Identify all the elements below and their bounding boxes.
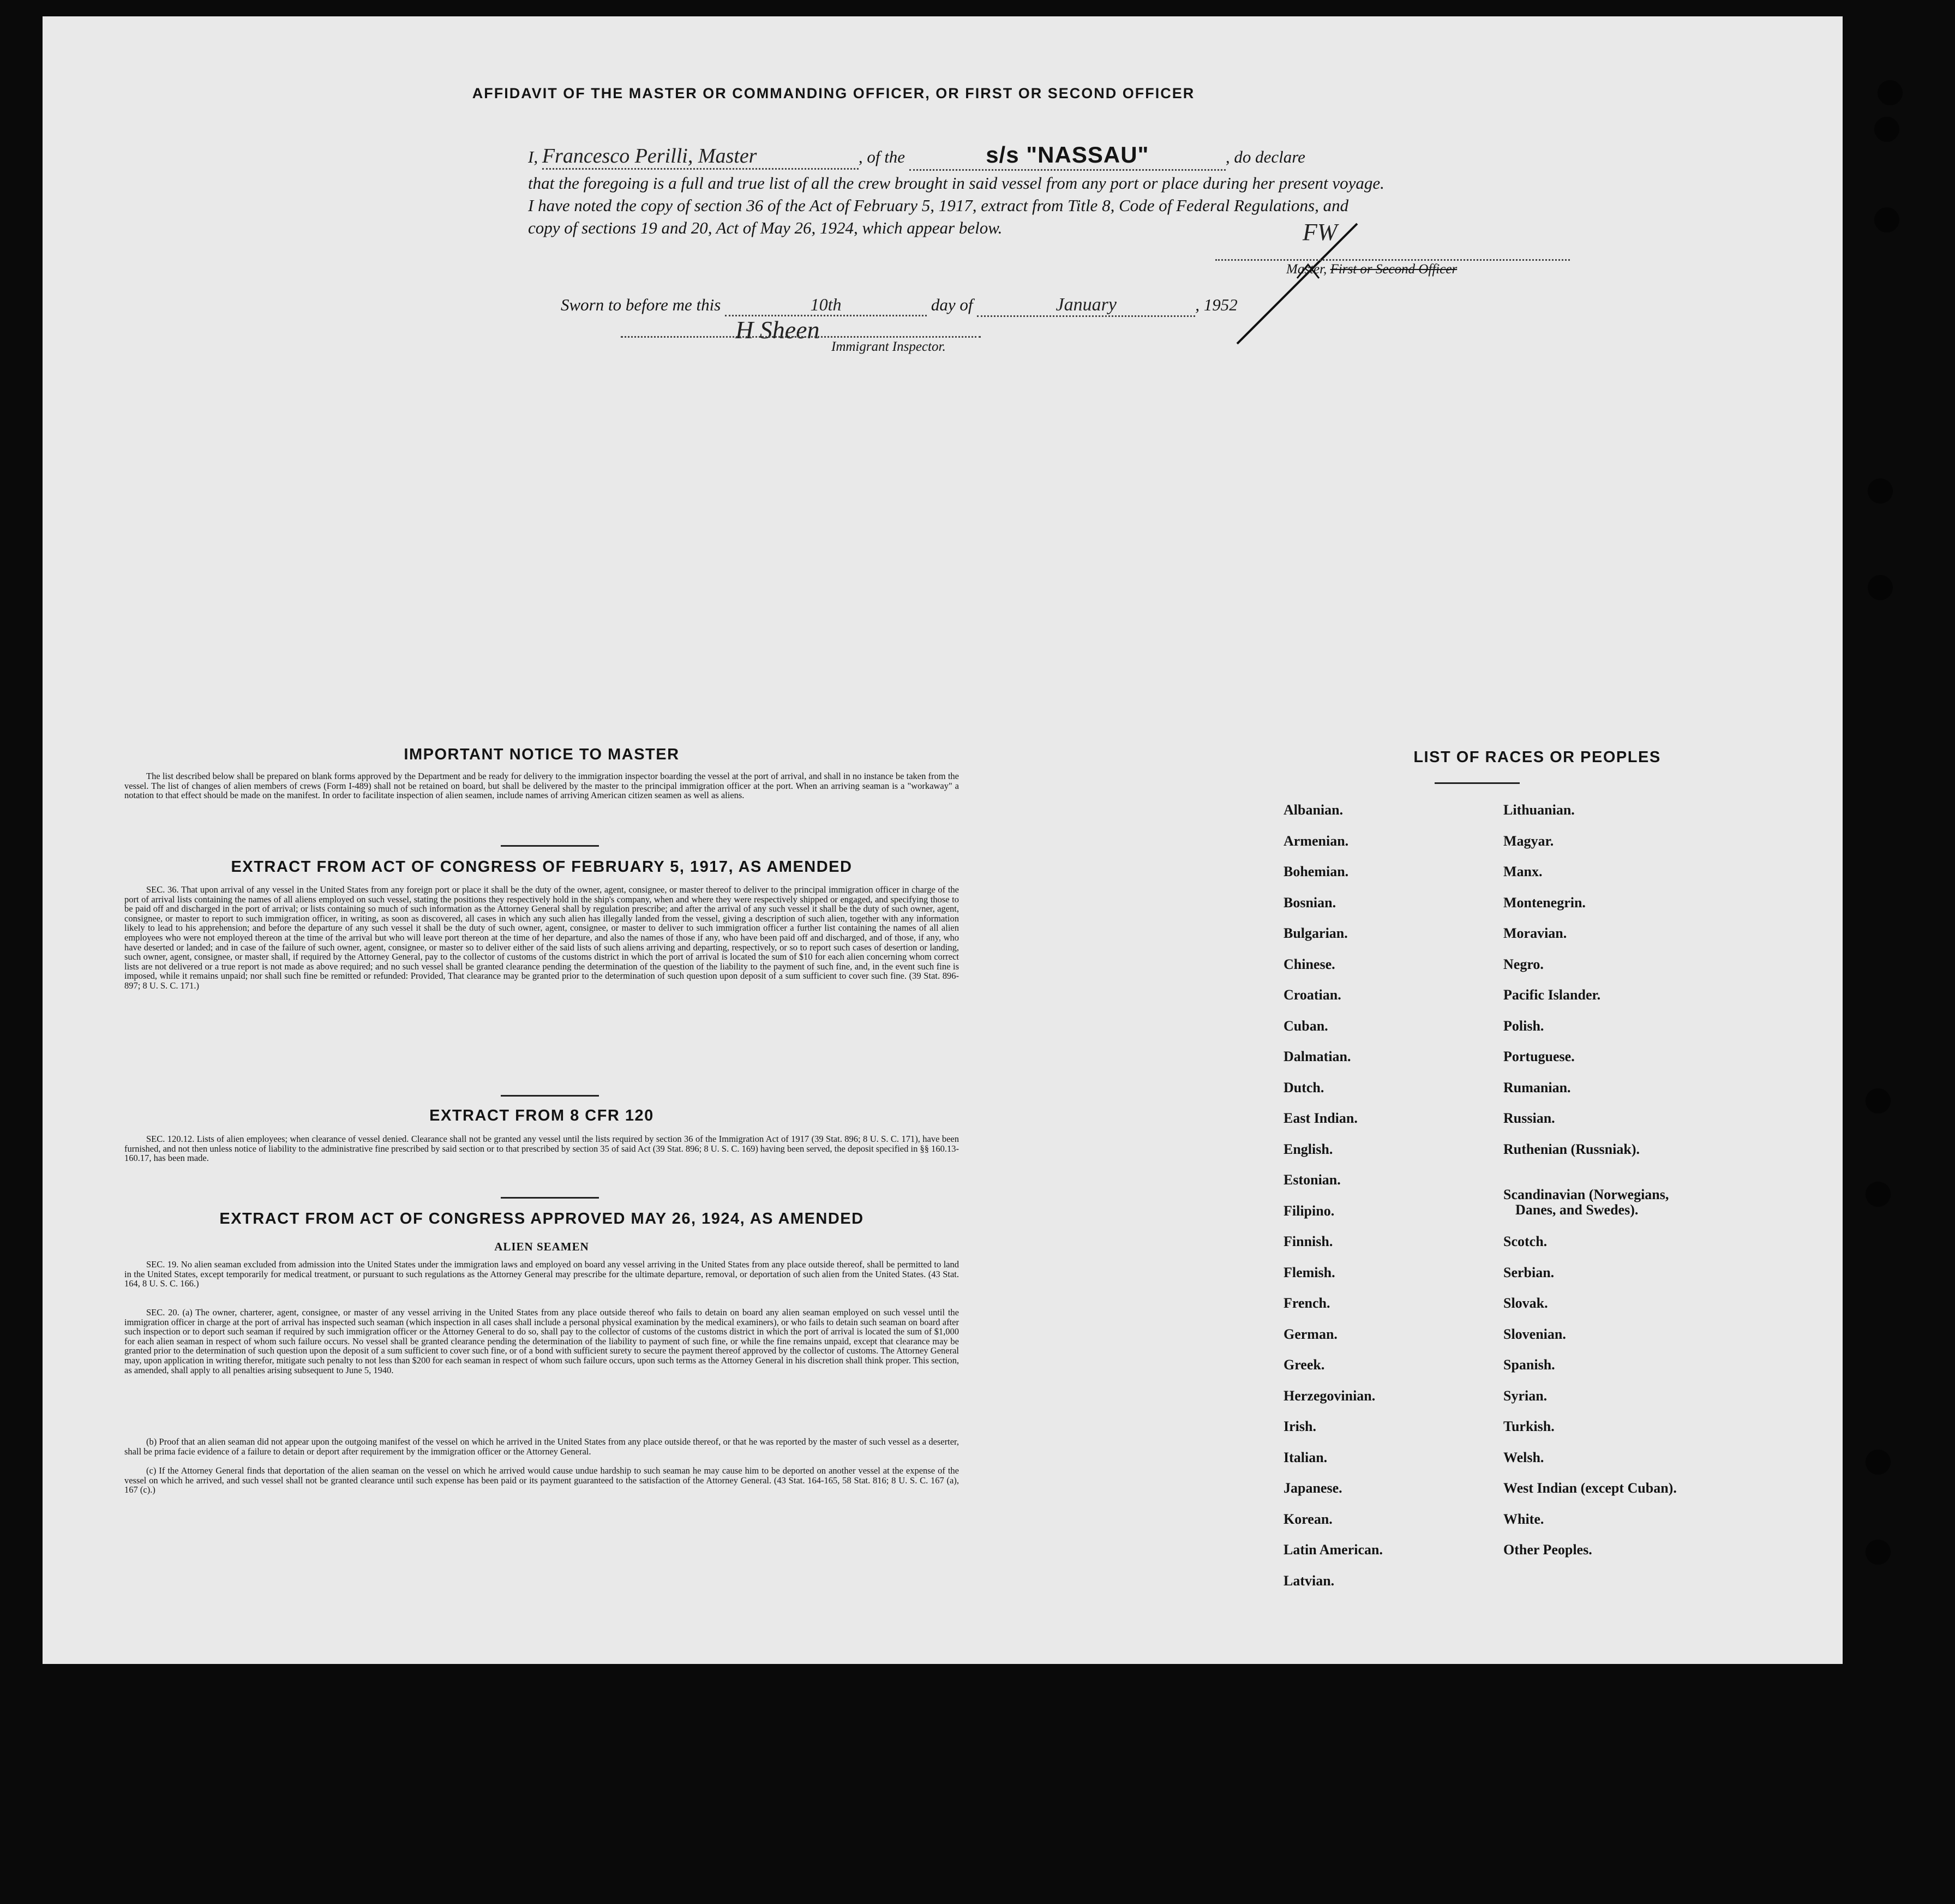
master-role: Master bbox=[698, 145, 757, 167]
race-item: Spanish. bbox=[1503, 1357, 1555, 1373]
race-item: Greek. bbox=[1284, 1357, 1325, 1373]
ship-field bbox=[909, 143, 1226, 171]
race-item: East Indian. bbox=[1284, 1110, 1358, 1126]
race-item: Cuban. bbox=[1284, 1017, 1328, 1034]
document-page bbox=[43, 16, 1843, 1664]
sec20a-text: SEC. 20. (a) The owner, charterer, agent, consignee, or master of any vessel arriving in the United States from any place outside thereof who fails to detain on board any alien seaman employed on such vessel until the immigration officer in charge at the port of arrival has inspected such seaman (which inspection in all cases shall include a personal physical examination by the medical examiners), or who fails to detain such seaman on board after such inspection or to deport such seaman if required by such immigration officer or the Attorney General to do so, shall pay to the collector of customs of the customs district in which the port of arrival is located the sum of $1,000 for each alien seaman in respect of whom such failure occurs. No vessel shall be granted clearance pending the determination of the liability to payment of such fine, or while the fine remains unpaid, except that clearance may be granted prior to the determination of such question upon the deposit of a sum sufficient to cover such fine, or of a bond with sufficient surety to secure the payment thereof approved by the collector of customs. The Attorney General may, upon application in writing therefor, mitigate such penalty to not less than $200 for each seaman in respect of whom such failure occurs, upon such terms as the Attorney General in his discretion shall think proper. This section, as amended, shall apply to all penalties arising subsequent to June 5, 1940. bbox=[124, 1307, 959, 1375]
punch-hole bbox=[1874, 207, 1899, 232]
race-item: Flemish. bbox=[1284, 1264, 1335, 1280]
inspector-signature: H Sheen bbox=[735, 316, 820, 344]
punch-hole bbox=[1868, 575, 1893, 600]
master-signature: FW bbox=[1303, 219, 1338, 246]
race-item-line: Scandinavian (Norwegians, bbox=[1503, 1187, 1669, 1202]
affidavit-line-3: I have noted the copy of section 36 of the Act of February 5, 1917, extract from Title 8, Code of Federal Regulations, and bbox=[528, 196, 1349, 215]
extract-cfr-title: EXTRACT FROM 8 CFR 120 bbox=[429, 1107, 654, 1124]
race-item: Dalmatian. bbox=[1284, 1049, 1351, 1064]
race-item: Bosnian. bbox=[1284, 894, 1336, 911]
caption-master: Master, bbox=[1286, 262, 1327, 277]
punch-hole bbox=[1866, 1088, 1891, 1113]
race-item: Latvian. bbox=[1284, 1572, 1335, 1589]
master-name: Francesco Perilli bbox=[542, 145, 688, 167]
punch-hole bbox=[1866, 1540, 1891, 1565]
race-item: Magyar. bbox=[1503, 833, 1554, 849]
race-item: Slovenian. bbox=[1503, 1326, 1566, 1342]
race-item: Manx. bbox=[1503, 864, 1543, 879]
affidavit-line-4: copy of sections 19 and 20, Act of May 26, 1924, which appear below. bbox=[528, 218, 1003, 237]
punch-hole bbox=[1868, 478, 1893, 504]
race-item: Rumanian. bbox=[1503, 1079, 1571, 1095]
races-column-2 bbox=[1503, 802, 1677, 1573]
sec19-text: SEC. 19. No alien seaman excluded from admission into the United States under the immigration laws and employed on board any vessel arriving in the United States from any place outside thereof, shall be permitted to land in the United States, except temporarily for medical treatment, or pursuant to such regulations as the Attorney General may prescribe for the ultimate departure, removal, or deportation of such alien from the United States. (43 Stat. 164, 8 U. S. C. 166.) bbox=[124, 1259, 959, 1289]
inspector-caption: Immigrant Inspector. bbox=[831, 339, 946, 354]
caption-first-second-officer: First or Second Officer bbox=[1330, 262, 1458, 277]
punch-hole bbox=[1866, 1450, 1891, 1475]
race-item: Armenian. bbox=[1284, 833, 1349, 849]
sec20b-text: (b) Proof that an alien seaman did not appear upon the outgoing manifest of the vessel on which he arrived in the United States from any place outside thereof, or that he was reported by the master of such vessel as a deserter, shall be prima facie evidence of a failure to detain or deport after requirement by the immigration officer or the Attorney General. bbox=[124, 1436, 959, 1457]
inspector-signature-line bbox=[621, 336, 981, 338]
race-item: Ruthenian (Russniak). bbox=[1503, 1141, 1640, 1157]
race-item: Dutch. bbox=[1284, 1079, 1324, 1095]
sworn-month: January bbox=[977, 295, 1195, 317]
race-item: Russian. bbox=[1503, 1110, 1555, 1126]
master-signature-caption bbox=[1286, 262, 1457, 277]
race-item: Scotch. bbox=[1503, 1234, 1548, 1249]
race-item: Filipino. bbox=[1284, 1202, 1335, 1219]
divider bbox=[501, 1197, 599, 1199]
race-item: Italian. bbox=[1284, 1449, 1328, 1465]
affidavit-line-2: that the foregoing is a full and true list of all the crew brought in said vessel from any port or place during her present voyage. bbox=[528, 173, 1384, 193]
race-item: West Indian (except Cuban). bbox=[1503, 1480, 1677, 1496]
race-item: Finnish. bbox=[1284, 1234, 1333, 1249]
race-item: Moravian. bbox=[1503, 925, 1567, 941]
race-item-scandinavian bbox=[1503, 1172, 1677, 1234]
sworn-line bbox=[561, 295, 1461, 317]
race-item: Polish. bbox=[1503, 1017, 1544, 1034]
extract-1924-title: EXTRACT FROM ACT OF CONGRESS APPROVED MAY 26, 1924, AS AMENDED bbox=[219, 1210, 864, 1228]
race-item: Serbian. bbox=[1503, 1264, 1555, 1280]
sec20c-text: (c) If the Attorney General finds that deportation of the alien seaman on the vessel on which he arrived would cause undue hardship to such seaman he may cause him to be deported on another vessel at the expense of the vessel on which he arrived, and such vessel shall not be granted clearance until such expense has been paid or its payment guaranteed to the satisfaction of the Attorney General. (43 Stat. 164-165, 58 Stat. 816; 8 U. S. C. 167 (a), 167 (c).) bbox=[124, 1465, 959, 1495]
race-item: Korean. bbox=[1284, 1511, 1333, 1527]
divider bbox=[501, 845, 599, 847]
race-item: Montenegrin. bbox=[1503, 894, 1586, 911]
year-prefix: , 19 bbox=[1195, 295, 1221, 314]
race-item: Negro. bbox=[1503, 956, 1544, 972]
master-name-field: Francesco Perilli, Master bbox=[542, 144, 859, 170]
extract-1917-title: EXTRACT FROM ACT OF CONGRESS OF FEBRUARY 5, 1917, AS AMENDED bbox=[231, 858, 853, 876]
punch-hole bbox=[1874, 117, 1899, 142]
race-item: German. bbox=[1284, 1326, 1338, 1342]
race-item: Bohemian. bbox=[1284, 864, 1349, 879]
race-item: Chinese. bbox=[1284, 956, 1335, 972]
divider bbox=[501, 1095, 599, 1097]
race-item: Welsh. bbox=[1503, 1449, 1544, 1465]
race-item: Pacific Islander. bbox=[1503, 987, 1601, 1003]
sworn-day: 10th bbox=[725, 295, 927, 316]
punch-hole bbox=[1866, 1182, 1891, 1207]
of-the-label: , of the bbox=[858, 147, 905, 166]
affidavit-line-1 bbox=[528, 143, 1564, 171]
race-item: French. bbox=[1284, 1295, 1330, 1311]
divider bbox=[1435, 782, 1520, 784]
race-item: Latin American. bbox=[1284, 1542, 1383, 1558]
affidavit-title: AFFIDAVIT OF THE MASTER OR COMMANDING OFFICER, OR FIRST OR SECOND OFFICER bbox=[472, 85, 1195, 101]
race-item: English. bbox=[1284, 1141, 1333, 1157]
races-title: LIST OF RACES OR PEOPLES bbox=[1413, 749, 1661, 766]
master-signature-line bbox=[1215, 259, 1570, 261]
notice-title: IMPORTANT NOTICE TO MASTER bbox=[404, 746, 680, 763]
race-item: Albanian. bbox=[1284, 802, 1344, 818]
race-item-line: Danes, and Swedes). bbox=[1515, 1202, 1639, 1218]
day-of-label: day of bbox=[931, 295, 973, 314]
year-suffix: 52 bbox=[1220, 295, 1238, 314]
do-declare-label: , do declare bbox=[1225, 147, 1305, 166]
race-item: Croatian. bbox=[1284, 987, 1341, 1003]
alien-seamen-heading: ALIEN SEAMEN bbox=[494, 1240, 589, 1253]
extract-1917-text: SEC. 36. That upon arrival of any vessel in the United States from any foreign port or place it shall be the duty of the owner, agent, consignee, or master thereof to deliver to the principal immigration officer in charge of the port of arrival lists containing the names of all aliens employed on such vessel, stating the positions they respectively hold in the ship's company, when and where they were respectively shipped or engaged, and specifying those to be paid off and discharged in the port of arrival; or lists containing so much of such information as the Attorney General shall by regulation prescribe; and after the arrival of any such vessel it shall be the duty of such owner, agent, consignee, or master to report to such immigration officer, in writing, as soon as discovered, all cases in which any such alien has illegally landed from the vessel, giving a description of such alien, together with any information likely to lead to his apprehension; and before the departure of any such vessel it shall be the duty of such owner, agent, consignee, or master to deliver to such immigration officer a further list containing the names of all alien employees who were not employed thereon at the time of the arrival but who will leave port thereon at the time of her departure, and also the names of those if any, who have been paid off and discharged, and of those, if any, who have deserted or landed; and in case of the failure of such owner, agent, consignee, or master so to deliver either of the said lists of such aliens arriving and departing, respectively, or so to report such cases of desertion or landing, such owner, agent, consignee, or master shall, if required by the Attorney General, pay to the collector of customs of the customs district in which the port of arrival is located the sum of $10 for each alien concerning whom correct lists are not delivered or a true report is not made as above required; and no such vessel shall be granted clearance pending the determination of the question of the liability to the payment of such fine, and, in the event such fine is imposed, while it remains unpaid; nor shall such fine be remitted or refunded: Provided, That clearance may be granted prior to the determination of such question upon deposit of a sum sufficient to cover such fine. (39 Stat. 896-897; 8 U. S. C. 171.) bbox=[124, 884, 959, 991]
race-item: Estonian. bbox=[1284, 1172, 1341, 1188]
race-item: Japanese. bbox=[1284, 1480, 1342, 1496]
race-item: Herzegovinian. bbox=[1284, 1387, 1376, 1404]
punch-hole bbox=[1878, 80, 1903, 105]
race-item: Syrian. bbox=[1503, 1387, 1548, 1404]
sworn-prefix: Sworn to before me this bbox=[561, 295, 721, 314]
i-prefix: I, bbox=[528, 147, 538, 166]
ship-name: s/s "NASSAU" bbox=[986, 142, 1149, 167]
races-column-1 bbox=[1284, 802, 1383, 1603]
race-item: Portuguese. bbox=[1503, 1049, 1575, 1064]
race-item: Other Peoples. bbox=[1503, 1542, 1592, 1558]
race-item: Turkish. bbox=[1503, 1418, 1555, 1434]
race-item: White. bbox=[1503, 1511, 1544, 1527]
notice-text: The list described below shall be prepared on blank forms approved by the Department and be ready for delivery to the immigration inspector boarding the vessel at the port of arrival, and shall in no instance be taken from the vessel. The list of changes of alien members of crews (Form I-489) shall not be retained on board, but shall be delivered by the master to the principal immigration officer at the port. When an arriving seaman is a "workaway" a notation to that effect should be made on the manifest. In order to facilitate inspection of alien seamen, include names of arriving American citizen seamen as well as aliens. bbox=[124, 771, 959, 801]
race-item: Bulgarian. bbox=[1284, 925, 1348, 941]
extract-cfr-text: SEC. 120.12. Lists of alien employees; when clearance of vessel denied. Clearance shall not be granted any vessel until the lists required by section 36 of the Immigration Act of 1917 (39 Stat. 896; 8 U. S. C. 171), have been furnished, and not then unless notice of liability to the administrative fine prescribed by said section or to that prescribed by section 35 of said Act (39 Stat. 896; 8 U. S. C. 169) having been served, the deposit specified in §§ 160.13-160.17, has been made. bbox=[124, 1134, 959, 1164]
race-item: Irish. bbox=[1284, 1418, 1316, 1434]
race-item: Lithuanian. bbox=[1503, 802, 1575, 818]
race-item: Slovak. bbox=[1503, 1295, 1548, 1311]
